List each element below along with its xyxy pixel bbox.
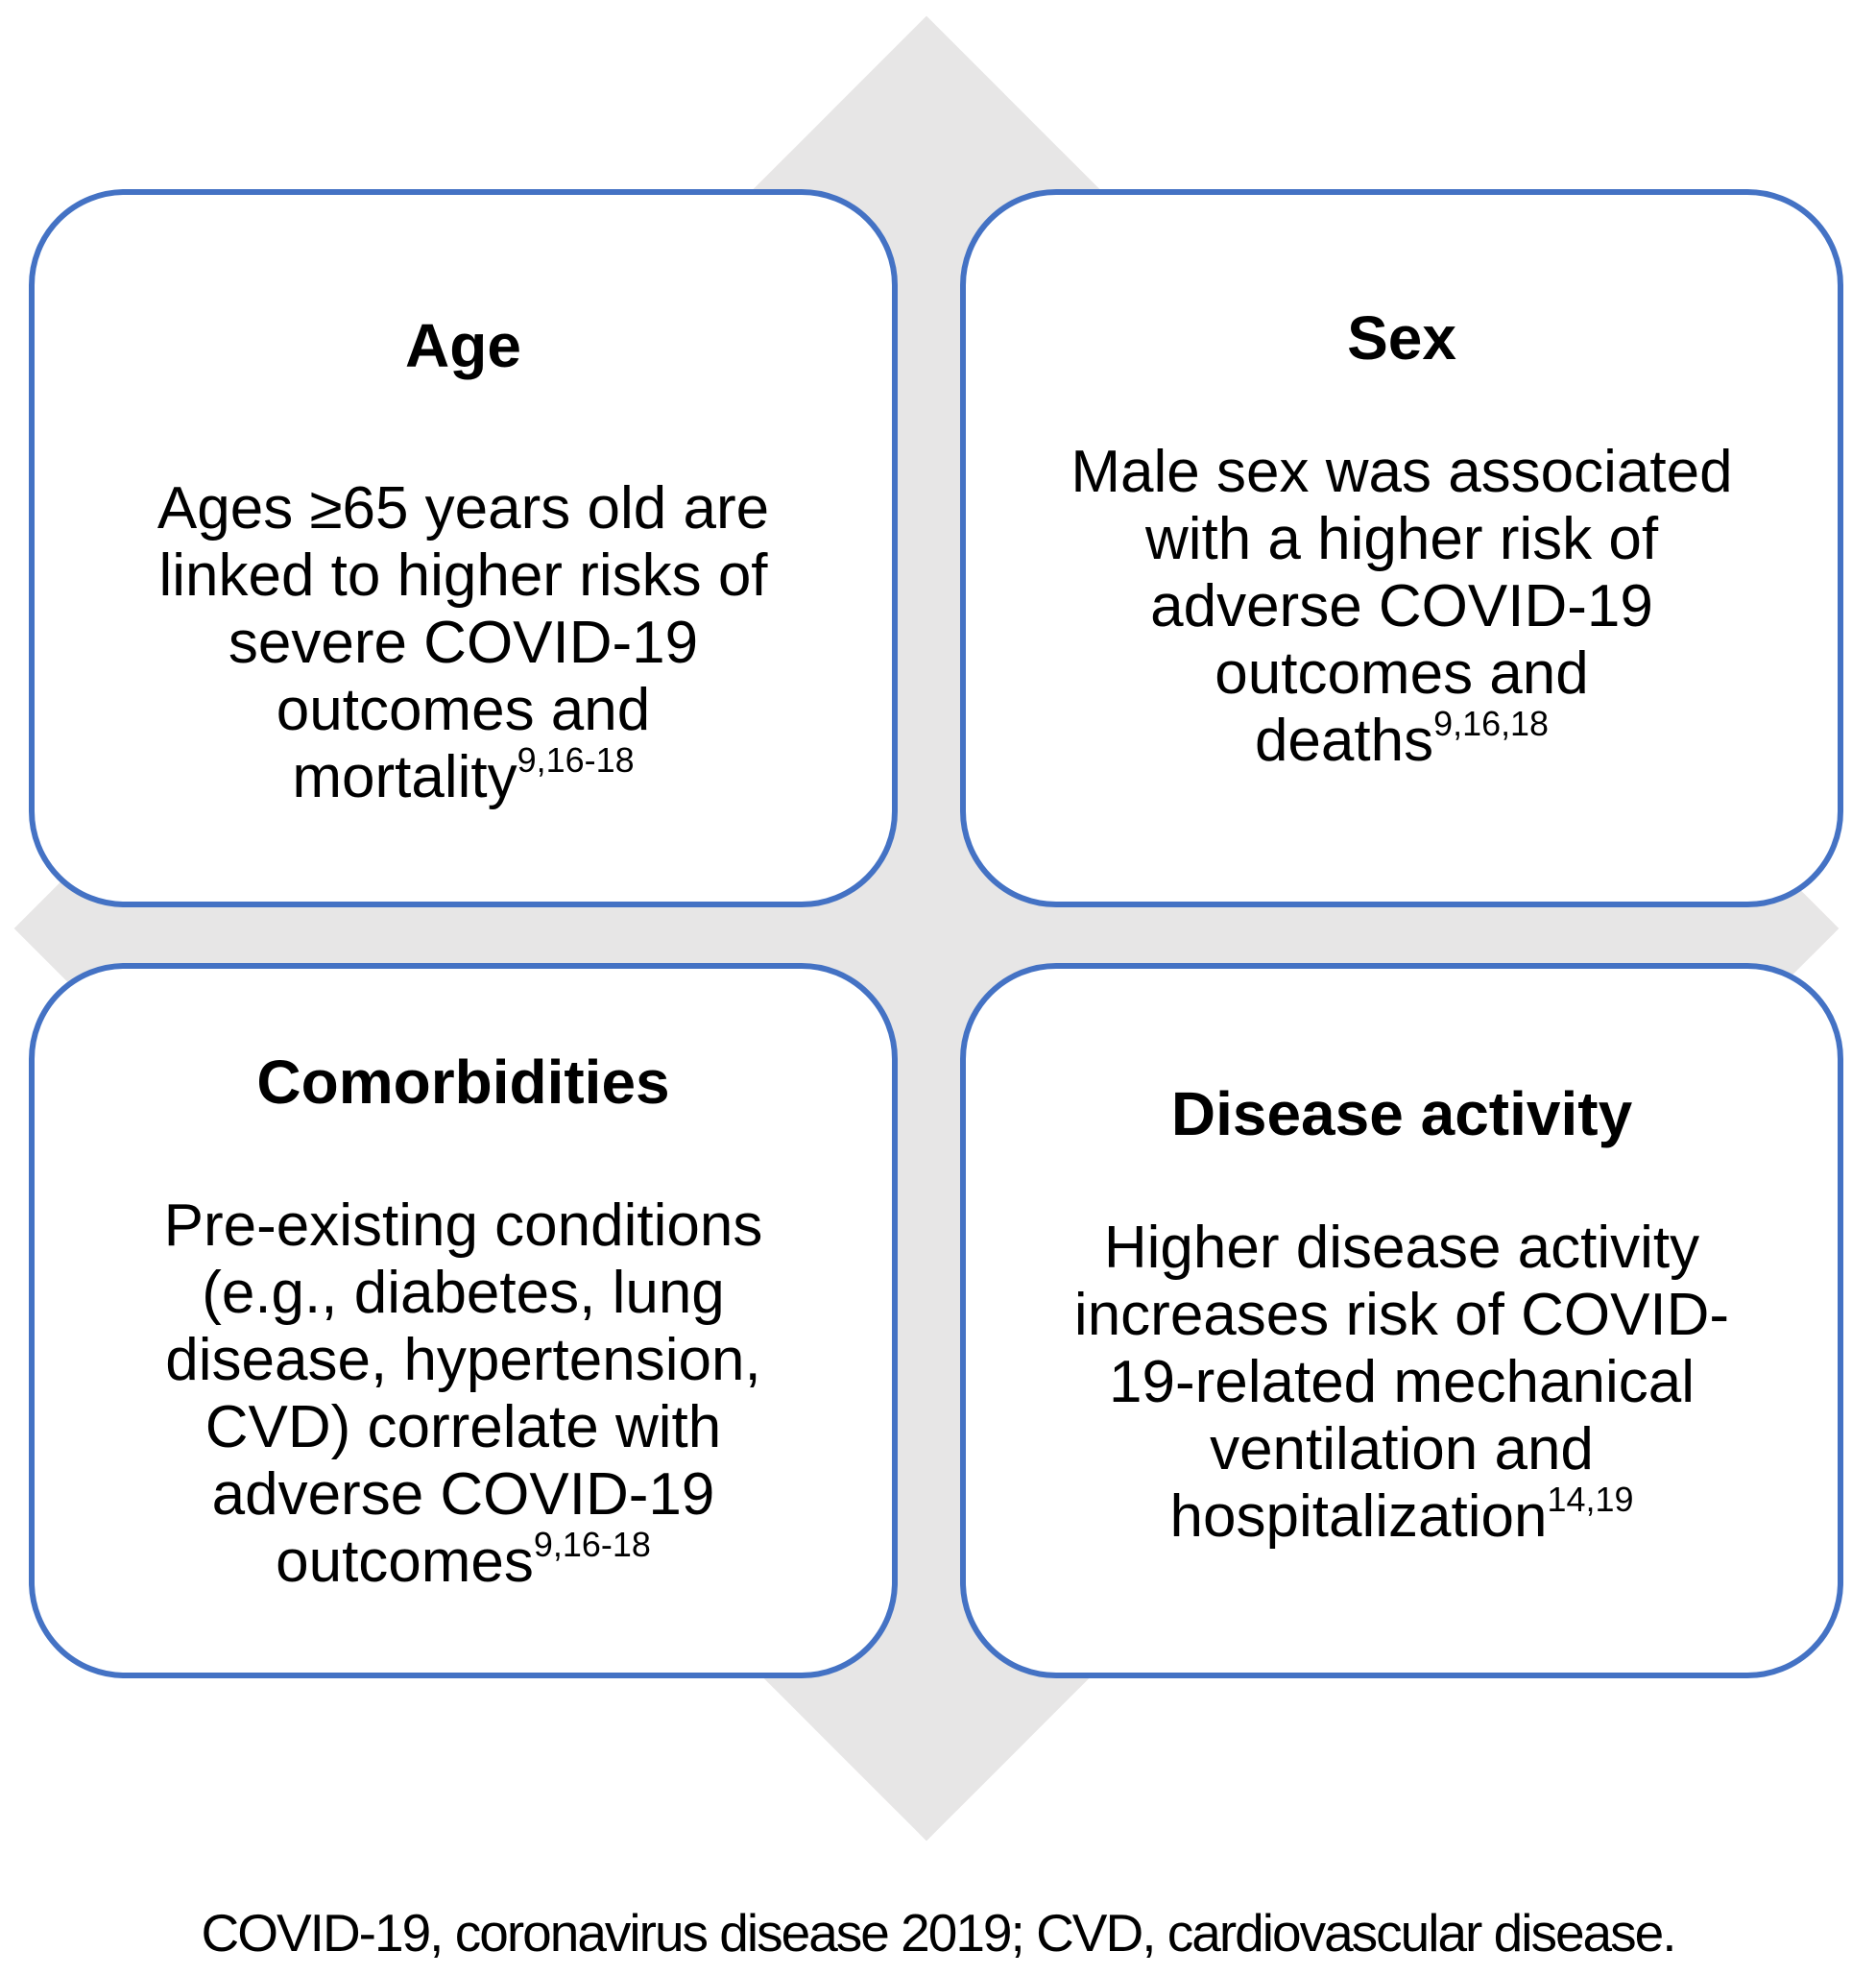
body-line: deaths$^{9,16,18}$ (1254, 704, 1550, 774)
body-line: (e.g., diabetes, lung (202, 1260, 725, 1326)
box-sex-title: Sex (1347, 303, 1456, 373)
body-line: outcomes and (276, 677, 651, 743)
body-line: Ages ≥65 years old are (156, 475, 770, 542)
box-disease-activity-title: Disease activity (1170, 1079, 1633, 1148)
body-line: hospitalization$^{14,19}$ (1169, 1480, 1634, 1550)
box-sex-body (966, 439, 1838, 775)
box-sex (960, 189, 1843, 907)
figure-caption: COVID-19, coronavirus disease 2019; CVD, cardiovascular disease. (201, 1903, 1675, 1963)
body-line: ventilation and (1210, 1416, 1594, 1482)
box-comorbidities-title: Comorbidities (256, 1048, 670, 1117)
box-age-body (35, 475, 892, 811)
body-line: with a higher risk of (1144, 506, 1659, 572)
body-line: Male sex was associated (1070, 439, 1733, 505)
body-line: mortality$^{9,16-18}$ (292, 740, 635, 810)
box-disease-activity-body (966, 1215, 1838, 1551)
box-age-title: Age (405, 311, 521, 380)
box-age (29, 189, 898, 907)
body-line: severe COVID-19 (228, 610, 699, 676)
body-line: Pre-existing conditions (163, 1192, 763, 1259)
body-line: Higher disease activity (1103, 1215, 1700, 1281)
body-line: 19-related mechanical (1108, 1349, 1695, 1415)
box-disease-activity (960, 963, 1843, 1678)
body-line: CVD) correlate with (204, 1394, 722, 1460)
body-line: linked to higher risks of (158, 542, 768, 609)
body-line: outcomes and (1215, 640, 1589, 707)
body-line: adverse COVID-19 (1150, 573, 1653, 639)
box-comorbidities-body (35, 1192, 892, 1596)
body-line: disease, hypertension, (165, 1327, 761, 1393)
body-line: outcomes$^{9,16-18}$ (276, 1525, 651, 1595)
body-line: adverse COVID-19 (211, 1461, 715, 1528)
box-comorbidities (29, 963, 898, 1678)
body-line: increases risk of COVID- (1073, 1282, 1730, 1348)
